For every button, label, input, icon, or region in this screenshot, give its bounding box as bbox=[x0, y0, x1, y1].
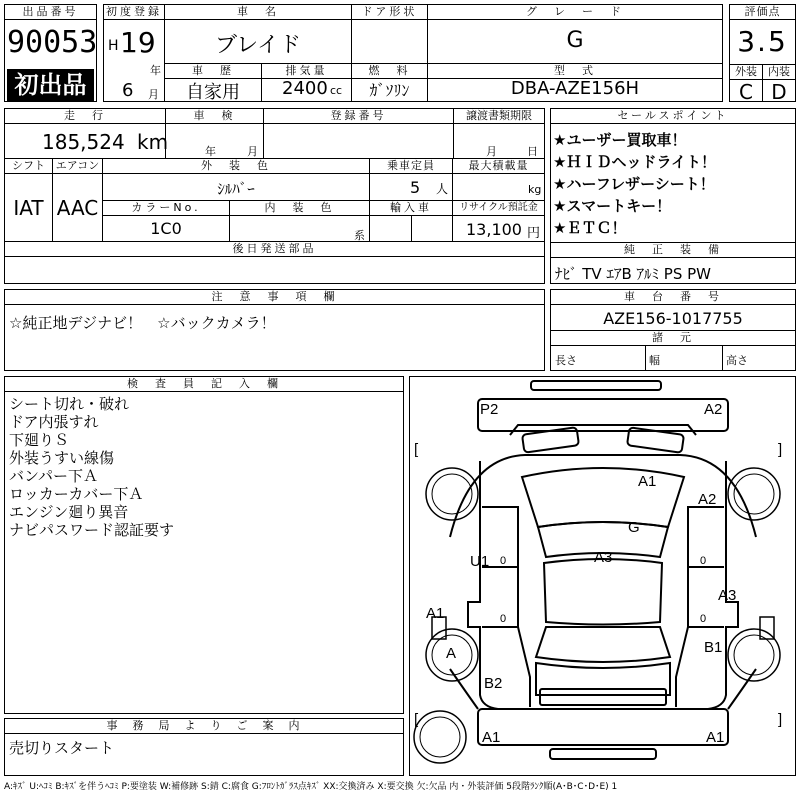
mileage-label: 走 行 bbox=[5, 109, 165, 124]
damage-mark-a1-br: A1 bbox=[706, 729, 725, 746]
damage-mark-a2-top: A2 bbox=[704, 401, 723, 418]
car-name-label: 車 名 bbox=[165, 5, 351, 20]
month-unit: 月 bbox=[148, 88, 159, 101]
import-label: 輸入車 bbox=[370, 201, 452, 216]
ext-color: ｼﾙﾊﾞｰ bbox=[217, 180, 255, 198]
bracket-left-top: [ bbox=[414, 441, 419, 458]
fuel-label: 燃 料 bbox=[352, 64, 427, 79]
ext-grade-label: 外装 bbox=[735, 65, 757, 78]
inspector-label: 検 査 員 記 入 欄 bbox=[5, 377, 403, 392]
insp-month-unit: 月 bbox=[247, 145, 258, 158]
bracket-left-bottom: [ bbox=[414, 711, 419, 728]
inspector-line: 外装うすい線傷 bbox=[9, 449, 115, 467]
color-no-label: カラーNo. bbox=[103, 201, 229, 216]
inspector-line: バンパー下Ａ bbox=[9, 467, 98, 485]
selling-points-list bbox=[553, 129, 716, 239]
fuel: ｶﾞｿﾘﾝ bbox=[369, 81, 410, 100]
mileage-unit: km bbox=[137, 130, 169, 154]
int-grade: D bbox=[771, 80, 787, 104]
damage-mark-b2: B2 bbox=[484, 675, 503, 692]
transfer-day-unit: 日 bbox=[527, 145, 538, 158]
zero-mark: 0 bbox=[500, 613, 507, 625]
load-unit: kg bbox=[528, 183, 542, 196]
inspector-line: ナビパスワード認証要す bbox=[9, 521, 175, 539]
inspector-list bbox=[9, 395, 174, 539]
legend: A:ｷｽﾞ U:ﾍｺﾐ B:ｷｽﾞを伴うﾍｺﾐ P:要塗装 W:補修跡 S:錆 C:腐食 G:ﾌﾛﾝﾄｶﾞﾗｽ点ｷｽﾞ XX:交換済み X:要交換 欠:欠品 内・外装評価 5段階ﾗﾝｸ順(A･B･C･D･E) 1 bbox=[4, 782, 618, 792]
office-box bbox=[4, 718, 404, 776]
bracket-right-top: ] bbox=[778, 441, 783, 458]
inspector-line: エンジン廻り異音 bbox=[9, 503, 129, 521]
first-listing-badge: 初出品 bbox=[7, 69, 94, 101]
inspector-line: ロッカーカバー下Ａ bbox=[9, 485, 144, 503]
recycle: 13,100 bbox=[466, 220, 522, 239]
zero-mark: 0 bbox=[500, 555, 507, 567]
insp-year-unit: 年 bbox=[205, 145, 216, 158]
int-color-unit: 系 bbox=[354, 229, 365, 242]
year-unit: 年 bbox=[150, 64, 161, 77]
score-label: 評価点 bbox=[730, 5, 795, 20]
damage-mark-a1-bl: A1 bbox=[482, 729, 501, 746]
ext-color-label: 外 装 色 bbox=[103, 159, 369, 174]
equipment: ﾅﾋﾞ TV ｴｱB ｱﾙﾐ PS PW bbox=[555, 265, 711, 283]
score-box bbox=[729, 4, 796, 102]
first-reg-year: 19 bbox=[120, 26, 156, 59]
recycle-label: リサイクル預託金 bbox=[453, 201, 544, 216]
inspector-line: ドア内張すれ bbox=[9, 413, 99, 431]
inspection-label: 車 検 bbox=[166, 109, 263, 124]
width-label: 幅 bbox=[649, 354, 660, 367]
reg-month: 6 bbox=[122, 80, 134, 101]
car-name: ブレイド bbox=[214, 33, 302, 58]
chassis-box bbox=[550, 289, 796, 371]
model: DBA-AZE156H bbox=[510, 78, 640, 99]
shift-label: シフト bbox=[5, 159, 52, 174]
damage-mark-g: G bbox=[628, 519, 640, 536]
inspector-line: 下廻りＳ bbox=[9, 431, 70, 449]
length-label: 長さ bbox=[555, 354, 577, 367]
chassis-label: 車 台 番 号 bbox=[551, 290, 795, 305]
grade-label: グ レ ー ド bbox=[428, 5, 722, 20]
lot-number-label: 出品番号 bbox=[5, 5, 96, 20]
chassis-number: AZE156-1017755 bbox=[603, 309, 743, 328]
int-grade-label: 内装 bbox=[768, 65, 790, 78]
grade: G bbox=[566, 28, 584, 53]
office-label: 事 務 局 よ り ご 案 内 bbox=[5, 719, 403, 734]
history: 自家用 bbox=[186, 82, 240, 103]
selling-points-label: セールスポイント bbox=[551, 109, 795, 124]
load-label: 最大積載量 bbox=[453, 159, 544, 174]
zero-mark: 0 bbox=[700, 555, 707, 567]
first-reg-label: 初度登録 bbox=[106, 5, 162, 18]
selling-point: ★ＨＩＤヘッドライト！ bbox=[553, 153, 716, 171]
capacity-unit: 人 bbox=[436, 182, 449, 196]
selling-point: ★ユーザー買取車！ bbox=[553, 131, 687, 149]
damage-mark-a1-left: A1 bbox=[426, 605, 445, 622]
damage-mark-a2-fender: A2 bbox=[698, 491, 717, 508]
bracket-right-bottom: ] bbox=[778, 711, 783, 728]
parts-label: 後日発送部品 bbox=[5, 242, 544, 257]
capacity: 5 bbox=[410, 178, 421, 197]
history-label: 車 歴 bbox=[165, 64, 261, 79]
score: 3.5 bbox=[737, 25, 788, 58]
zero-mark: 0 bbox=[700, 613, 707, 625]
displacement-unit: cc bbox=[330, 84, 343, 97]
displacement: 2400 bbox=[282, 78, 328, 99]
notes: ☆純正地デジナビ！ ☆バックカメラ！ bbox=[9, 314, 276, 332]
ac: AAC bbox=[56, 196, 99, 220]
selling-point: ★ＥＴＣ！ bbox=[553, 219, 627, 237]
transfer-month-unit: 月 bbox=[486, 145, 497, 158]
notes-label: 注 意 事 項 欄 bbox=[5, 290, 544, 305]
color-no: 1C0 bbox=[150, 219, 182, 238]
selling-point: ★スマートキー！ bbox=[553, 197, 672, 215]
model-label: 型 式 bbox=[428, 64, 722, 79]
damage-mark-b1: B1 bbox=[704, 639, 723, 656]
dimensions-label: 諸 元 bbox=[551, 331, 795, 346]
inspector-line: シート切れ・破れ bbox=[9, 395, 130, 413]
mileage: 185,524 bbox=[42, 130, 125, 154]
damage-mark-a3-roof: A3 bbox=[594, 549, 613, 566]
reg-no-label: 登録番号 bbox=[264, 109, 453, 124]
ext-grade: C bbox=[739, 80, 753, 104]
selling-point: ★ハーフレザーシート！ bbox=[553, 175, 715, 193]
recycle-unit: 円 bbox=[527, 226, 541, 241]
int-color-label: 内 装 色 bbox=[230, 201, 369, 216]
damage-mark-a1-hood: A1 bbox=[638, 473, 657, 490]
inspector-box bbox=[4, 376, 404, 714]
ac-label: エアコン bbox=[53, 159, 102, 174]
damage-diagram bbox=[409, 376, 796, 776]
lot-number: 90053 bbox=[7, 25, 98, 60]
height-label: 高さ bbox=[726, 354, 748, 367]
displacement-label: 排気量 bbox=[262, 64, 351, 79]
office-note: 売切りスタート bbox=[9, 739, 115, 757]
era: H bbox=[108, 38, 119, 54]
damage-mark-a3-side: A3 bbox=[718, 587, 737, 604]
transfer-label: 譲渡書類期限 bbox=[454, 109, 544, 124]
selling-points-box bbox=[550, 108, 796, 284]
capacity-label: 乗車定員 bbox=[370, 159, 452, 174]
damage-mark-u1: U1 bbox=[470, 553, 490, 570]
equipment-label: 純 正 装 備 bbox=[551, 243, 795, 258]
shift: IAT bbox=[13, 196, 44, 220]
notes-box bbox=[4, 289, 545, 371]
damage-mark-a-wheel: A bbox=[446, 645, 457, 662]
damage-mark-p2: P2 bbox=[480, 401, 499, 418]
lot-number-box bbox=[4, 4, 97, 102]
car-outline bbox=[410, 377, 795, 775]
door-label: ドア形状 bbox=[352, 5, 427, 20]
